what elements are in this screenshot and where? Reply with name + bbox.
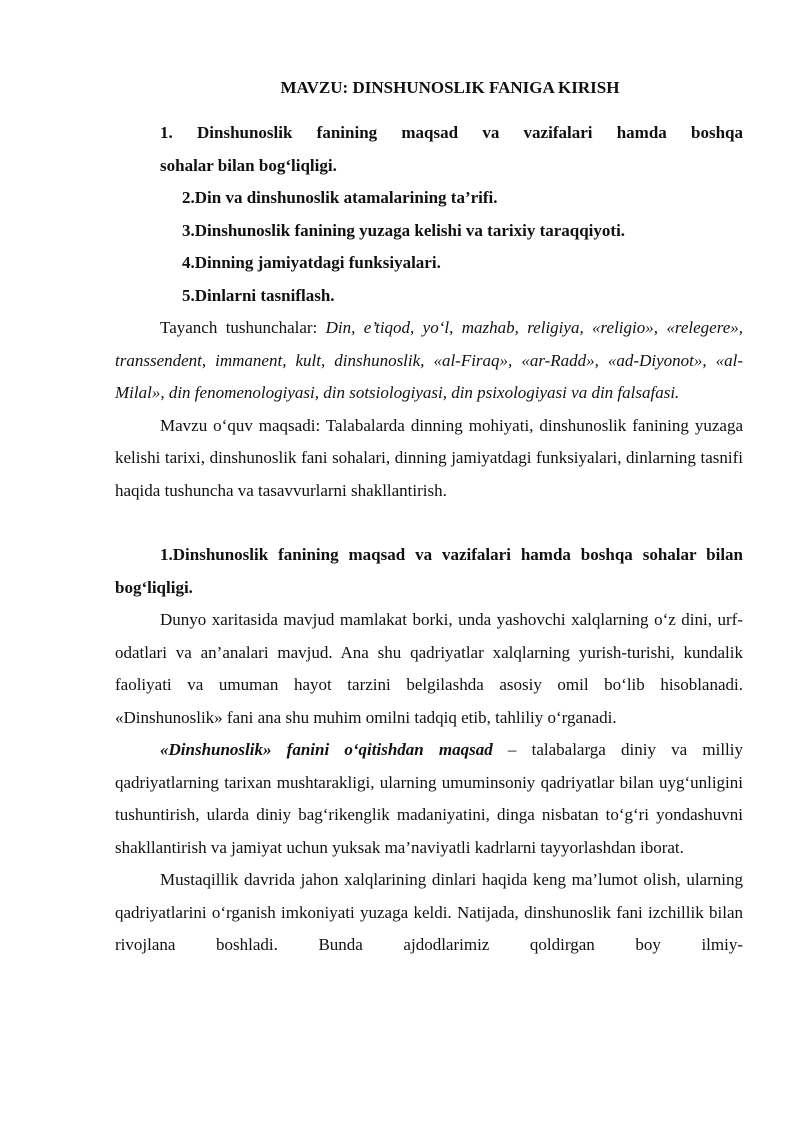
- key-concepts-label: Tayanch tushunchalar:: [160, 318, 326, 337]
- goal-lead-continuation: – talabalarga diniy va milliy qadriyatlarning tarixan mushtarakligi, ularning umuminsoniy qadriyatlar bilan uyg‘unligini tushuntirish, ularda diniy bag‘rikenglik madaniyatini, dinga nisbatan to‘g‘ri yondashuvni shakllantirish va jamiyat uchun yuksak ma’naviyatli kadrlarni tayyorlashdan iborat.: [115, 740, 743, 857]
- plan-item-5: 5.Dinlarni tasniflash.: [182, 285, 335, 305]
- plan-item-1-number: 1.: [160, 123, 173, 142]
- body-paragraph-1: Dunyo xaritasida mavjud mamlakat borki, unda yashovchi xalqlarning o‘z dini, urf-odatlari va an’analari mavjud. Ana shu qadriyatlar xalqlarning yurish-turishi, kundalik faoliyati va umuman hayot tarzini belgilashda asosiy omil bo‘lib hisoblanadi. «Dinshunoslik» fani ana shu muhim omilni tadqiq etib, tahliliy o‘rganadi.: [115, 610, 743, 727]
- plan-item-2: 2.Din va dinshunoslik atamalarining ta’rifi.: [182, 188, 498, 207]
- body-paragraph-2: [115, 734, 743, 864]
- key-concepts-paragraph: [115, 312, 743, 410]
- body-paragraph-3: Mustaqillik davrida jahon xalqlarining dinlari haqida keng ma’lumot olish, ularning qadriyatlarini o‘rganish imkoniyati yuzaga keldi. Natijada, dinshunoslik fani izchillik bilan rivojlana boshladi. Bunda ajdodlarimiz qoldirgan boy ilmiy-: [115, 870, 743, 954]
- learning-goal-paragraph: Mavzu o‘quv maqsadi: Talabalarda dinning mohiyati, dinshunoslik fanining yuzaga kelishi tarixi, dinshunoslik fani sohalari, dinning jamiyatdagi funksiyalari, dinlarning tasnifi haqida tushuncha va tasavvurlarni shakllantirish.: [115, 415, 743, 500]
- plan-item-1-line2: sohalar bilan bog‘liqligi.: [160, 155, 337, 175]
- goal-lead-phrase: «Dinshunoslik» fanini o‘qitishdan maqsad: [160, 740, 493, 759]
- plan-item-3: 3.Dinshunoslik fanining yuzaga kelishi va tarixiy taraqqiyoti.: [182, 220, 626, 240]
- plan-item-1-line1: [160, 117, 743, 150]
- section-heading: 1.Dinshunoslik fanining maqsad va vazifalari hamda boshqa sohalar bilan bog‘liqligi.: [115, 545, 743, 597]
- page-title: MAVZU: DINSHUNOSLIK FANIGA KIRISH: [280, 78, 620, 97]
- plan-item-4: 4.Dinning jamiyatdagi funksiyalari.: [182, 253, 441, 272]
- spacer: [115, 507, 743, 539]
- topic-plan: [115, 117, 743, 962]
- key-concepts-text: Din, e’tiqod, yo‘l, mazhab, religiya, «religio», «relegere», transsendent, immanent, kult, dinshunoslik, «al-Firaq», «ar-Radd», «ad-Diyonot», «al-Milal», din fenomenologiyasi, din sotsiologiyasi, din psixologiyasi va din falsafasi.: [115, 318, 743, 402]
- plan-item-1-text-part: Dinshunoslik fanining maqsad va vazifalari hamda boshqa: [197, 123, 743, 142]
